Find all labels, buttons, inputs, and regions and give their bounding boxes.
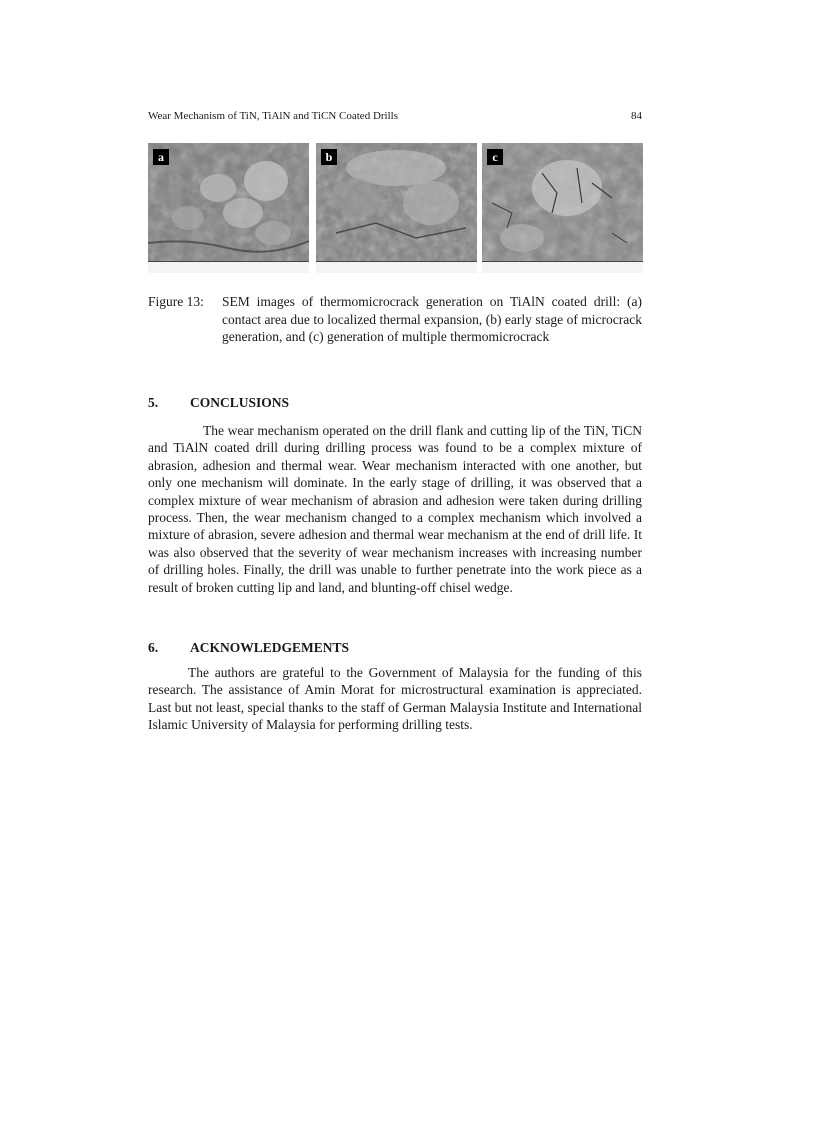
sem-image-c [482, 143, 643, 273]
panel-label-c: c [487, 149, 503, 165]
sem-figure [148, 143, 643, 273]
section-number: 5. [148, 395, 159, 410]
running-title: Wear Mechanism of TiN, TiAlN and TiCN Coated Drills [148, 110, 398, 122]
page-number: 84 [631, 110, 642, 122]
sem-databar [148, 261, 309, 273]
panel-label-b: b [321, 149, 337, 165]
panel-label-a: a [153, 149, 169, 165]
sem-image-a [148, 143, 309, 273]
conclusions-paragraph: The wear mechanism operated on the drill flank and cutting lip of the TiN, TiCN and TiAlN coated drill during drilling process was found to be a complex mixture of abrasion, adhesion and thermal wear. Wear mechanism interacted with one another, but only one mechanism will dominate. In the early stage of drilling, it was observed that a complex mixture of wear mechanism of abrasion and adhesion were taken during drilling process. Then, the wear mechanism changed to a complex mechanism which involved a mixture of abrasion, severe adhesion and thermal wear mechanism at the end of drill life. It was also observed that the severity of wear mechanism increases with increasing number of drilling holes. Finally, the drill was unable to further penetrate into the work piece as a result of broken cutting lip and land, and blunting-off chisel wedge. [148, 423, 642, 595]
caption-text: SEM images of thermomicrocrack generation on TiAlN coated drill: (a) contact area due to localized thermal expansion, (b) early stage of microcrack generation, and (c) generation of multiple thermomicrocrack [222, 294, 642, 344]
section-title: ACKNOWLEDGEMENTS [190, 640, 350, 655]
section-title: CONCLUSIONS [190, 395, 290, 410]
sem-databar [316, 261, 477, 273]
acknowledgements-paragraph: The authors are grateful to the Government of Malaysia for the funding of this research. The assistance of Amin Morat for microstructural examination is appreciated. Last but not least, special thanks to the staff of German Malaysia Institute and International Islamic University of Malaysia for performing drilling tests. [148, 665, 642, 733]
section-number: 6. [148, 640, 159, 655]
caption-label: Figure 13: [148, 294, 204, 309]
sem-databar [482, 261, 643, 273]
sem-image-b [316, 143, 477, 273]
running-header [148, 110, 642, 122]
